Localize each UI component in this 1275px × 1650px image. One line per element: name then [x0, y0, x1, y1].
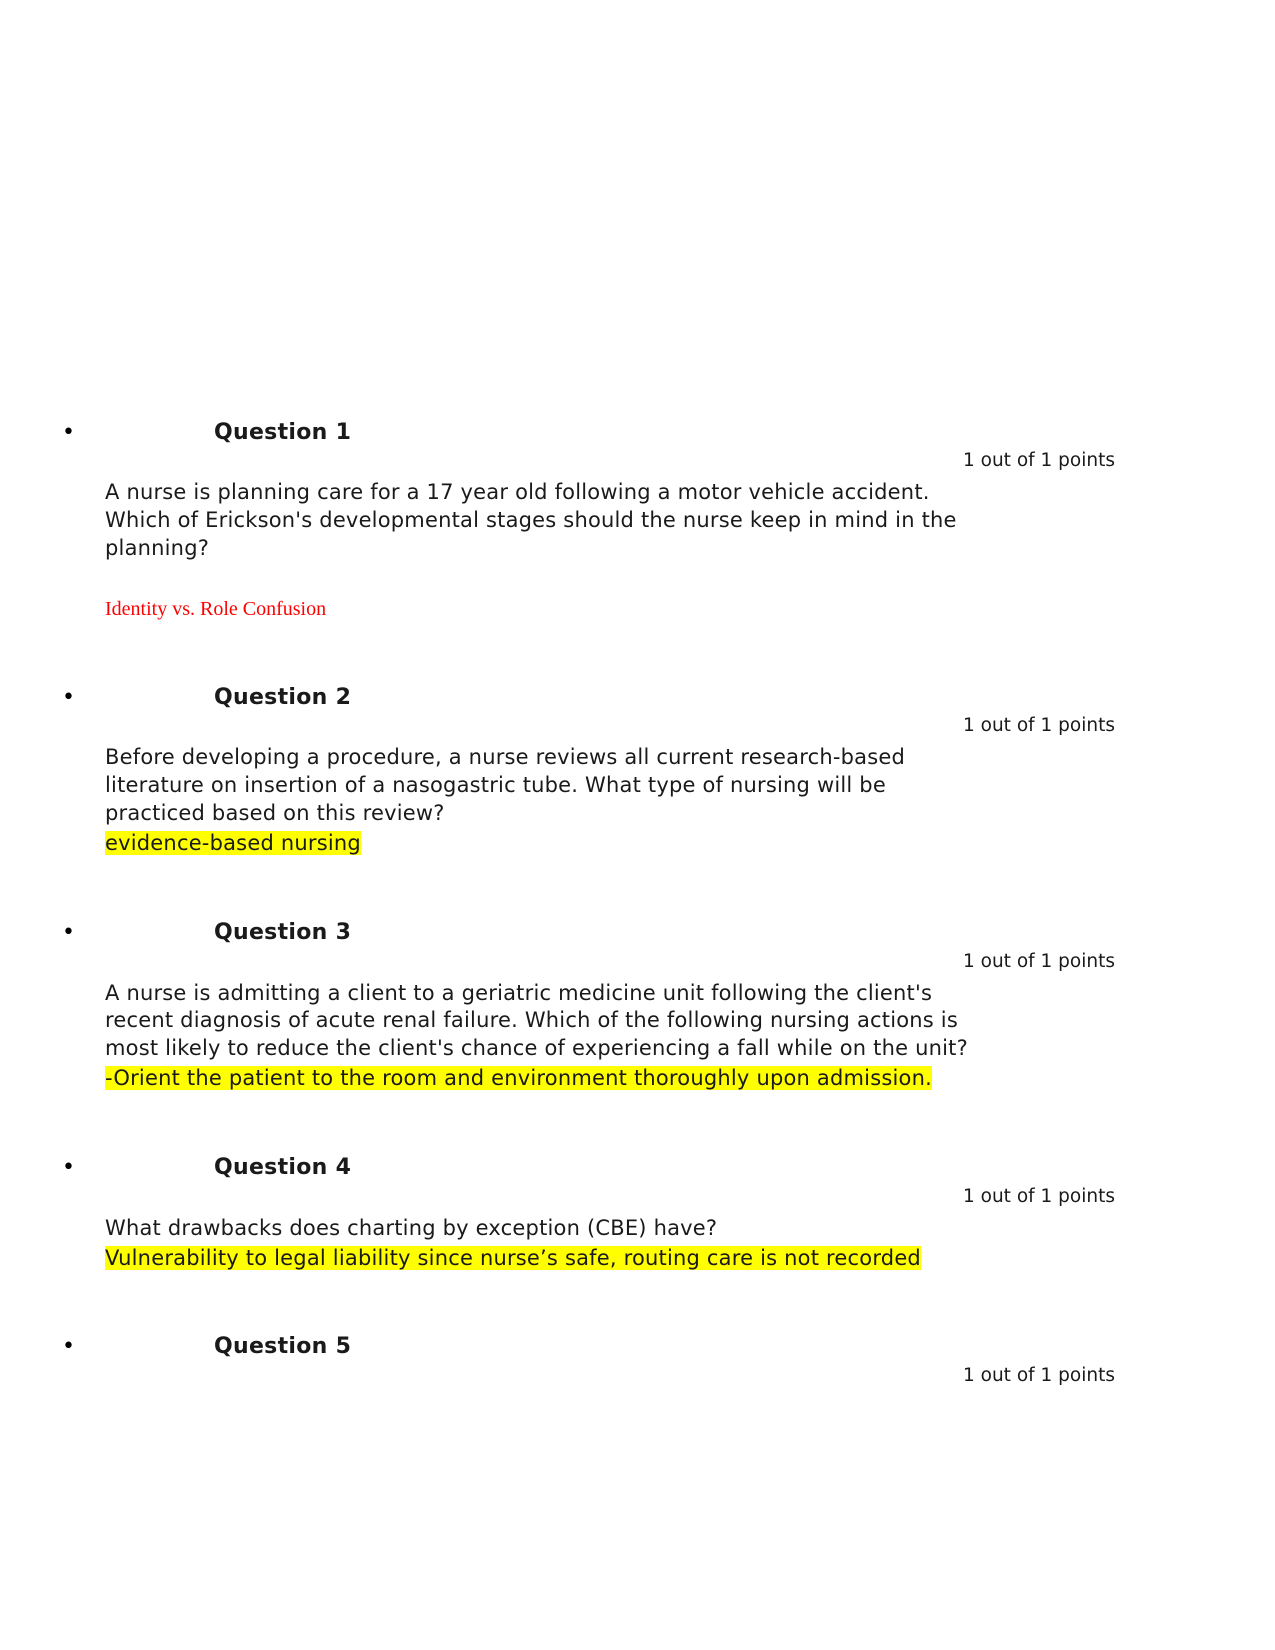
answer-text: Identity vs. Role Confusion [105, 598, 327, 621]
points-label: 1 out of 1 points [962, 715, 1115, 737]
bullet-icon: • [62, 1334, 75, 1360]
answer-line [105, 1245, 975, 1273]
questions-list [0, 420, 1275, 1386]
question-text: Before developing a procedure, a nurse reviews all current research-based literature on insertion of a nasogastric tube. What type of nursing will be practiced based on this review? [105, 745, 905, 826]
question-title: Question 2 [214, 685, 352, 711]
points-row [0, 1365, 1275, 1386]
answer-line [105, 1065, 975, 1093]
question-title: Question 5 [214, 1334, 352, 1360]
question-header [0, 1334, 1275, 1360]
question-block [0, 920, 1275, 1093]
question-title: Question 1 [214, 420, 352, 445]
question-text: A nurse is planning care for a 17 year old following a motor vehicle accident. Which of Erickson's developmental stages should the nurse keep in mind in the planning? [105, 480, 957, 561]
answer-text: Vulnerability to legal liability since nurse’s safe, routing care is not recorded [105, 1245, 921, 1270]
question-header [0, 685, 1275, 711]
question-title: Question 3 [214, 920, 352, 946]
question-block [0, 685, 1275, 858]
question-title: Question 4 [214, 1155, 352, 1181]
question-block [0, 420, 1275, 623]
points-row [0, 715, 1275, 736]
bullet-icon: • [62, 920, 75, 946]
points-row [0, 450, 1275, 471]
question-block [0, 1334, 1275, 1385]
answer-line [105, 830, 975, 858]
question-header [0, 1155, 1275, 1181]
answer-text: evidence-based nursing [105, 831, 361, 856]
points-label: 1 out of 1 points [962, 450, 1115, 472]
points-row [0, 951, 1275, 972]
points-label: 1 out of 1 points [962, 1185, 1115, 1207]
question-text: What drawbacks does charting by exception (CBE) have? [105, 1215, 718, 1240]
answer-line [105, 595, 975, 623]
question-block [0, 1155, 1275, 1272]
bullet-icon: • [62, 685, 75, 711]
question-text: A nurse is admitting a client to a geriatric medicine unit following the client's recent diagnosis of acute renal failure. Which of the following nursing actions is most likely to reduce the client's chance of experiencing a fall while on the unit? [105, 980, 968, 1061]
points-label: 1 out of 1 points [962, 1364, 1115, 1386]
bullet-icon: • [62, 1155, 75, 1181]
question-header [0, 420, 1275, 446]
question-header [0, 920, 1275, 946]
answer-text: -Orient the patient to the room and environment thoroughly upon admission. [105, 1066, 932, 1091]
points-row [0, 1186, 1275, 1207]
points-label: 1 out of 1 points [962, 950, 1115, 972]
bullet-icon: • [62, 420, 75, 445]
